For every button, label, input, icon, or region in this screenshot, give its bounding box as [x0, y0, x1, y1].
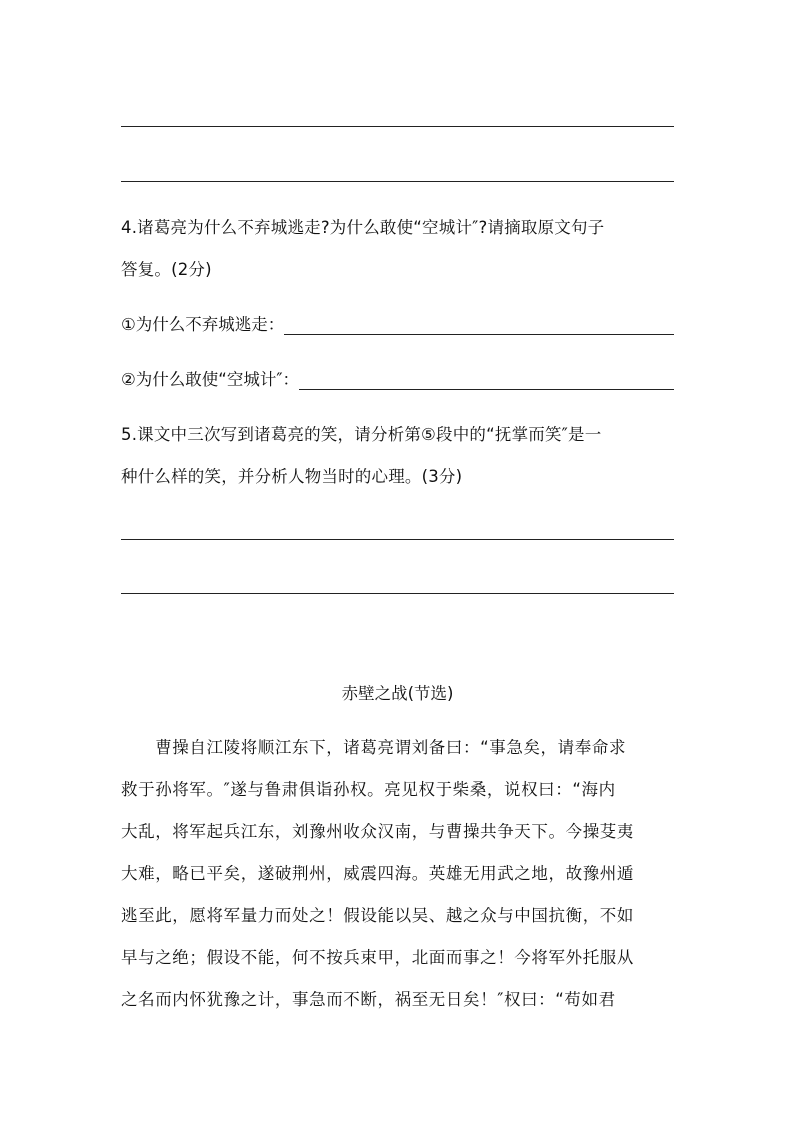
- question-5-text: 5.课文中三次写到诸葛亮的笑，请分析第⑤段中的“抚掌而笑″是一: [121, 425, 602, 444]
- answer-line[interactable]: [121, 593, 674, 594]
- passage-line: 大乱，将军起兵江东，刘豫州收众汉南，与曹操共争天下。今操芟夷: [121, 822, 634, 841]
- question-5-text-continued: 种什么样的笑，并分析人物当时的心理。(3分): [121, 467, 463, 486]
- question-4-sub1-label: ①为什么不弃城逃走：: [121, 315, 285, 334]
- question-4-sub1-row: [121, 313, 674, 337]
- passage-line: 之名而内怀犹豫之计，事急而不断，祸至无日矣！″权曰：“苟如君: [121, 990, 616, 1009]
- question-4-text-continued: 答复。(2分): [121, 260, 212, 279]
- passage-line: 曹操自江陵将顺江东下，诸葛亮谓刘备曰：“事急矣，请奉命求: [121, 738, 627, 757]
- question-4-sub1-answer-line[interactable]: [284, 314, 674, 335]
- passage-line: 早与之绝；假设不能，何不按兵束甲，北面而事之！今将军外托服从: [121, 948, 634, 967]
- passage-title: 赤壁之战(节选): [341, 684, 454, 703]
- passage-line: 大难，略已平矣，遂破荆州，威震四海。英雄无用武之地，故豫州遁: [121, 864, 634, 883]
- passage-line: 救于孙将军。″遂与鲁肃俱诣孙权。亮见权于柴桑，说权曰：“海内: [121, 780, 616, 799]
- passage-line: 逃至此，愿将军量力而处之！假设能以吴、越之众与中国抗衡，不如: [121, 906, 634, 925]
- answer-line[interactable]: [121, 181, 674, 182]
- answer-line[interactable]: [121, 126, 674, 127]
- question-4-text: 4.诸葛亮为什么不弃城逃走?为什么敢使“空城计″?请摘取原文句子: [121, 218, 605, 237]
- question-4-sub2-label: ②为什么敢使“空城计″：: [121, 370, 300, 389]
- question-4-sub2-row: [121, 368, 674, 392]
- answer-line[interactable]: [121, 539, 674, 540]
- question-4-sub2-answer-line[interactable]: [299, 369, 674, 390]
